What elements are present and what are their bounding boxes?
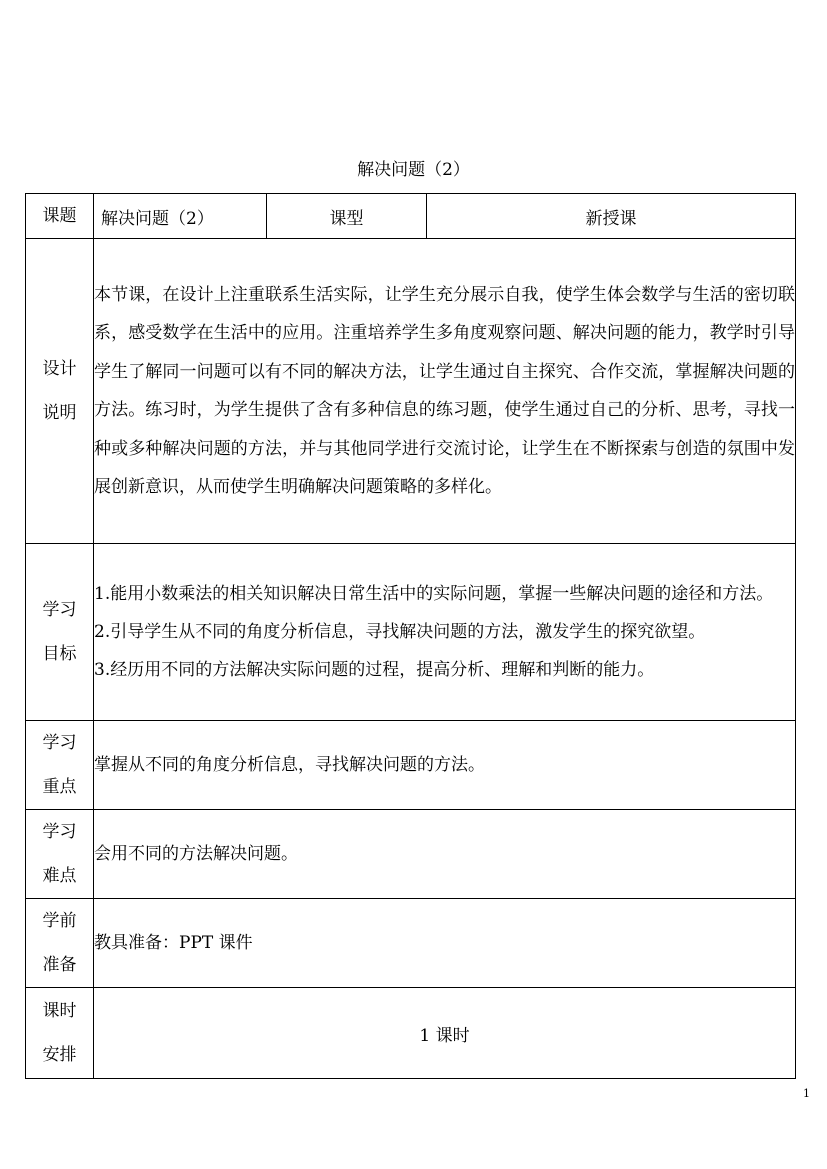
difficulties-label <box>26 810 94 899</box>
design-text: 本节课，在设计上注重联系生活实际，让学生充分展示自我，使学生体会数学与生活的密切联系，感受数学在生活中的应用。注重培养学生多角度观察问题、解决问题的能力，教学时引导学生了解同一问题可以有不同的解决方法，让学生通过自主探究、合作交流，掌握解决问题的方法。练习时，为学生提供了含有多种信息的练习题，使学生通过自己的分析、思考，寻找一种或多种解决问题的方法，并与其他同学进行交流讨论，让学生在不断探索与创造的氛围中发展创新意识，从而使学生明确解决问题策略的多样化。 <box>94 284 795 497</box>
preparation-label-line1: 学前 <box>42 911 77 931</box>
difficulties-text: 会用不同的方法解决问题。 <box>94 810 796 899</box>
schedule-text: 1 课时 <box>94 988 796 1079</box>
design-description <box>94 239 796 544</box>
goals-label-line1: 学习 <box>42 600 77 620</box>
goals-row <box>26 544 796 721</box>
goals-label <box>26 544 94 721</box>
key-points-label-line2: 重点 <box>42 777 77 797</box>
key-points-text: 掌握从不同的角度分析信息，寻找解决问题的方法。 <box>94 721 796 810</box>
schedule-label-line1: 课时 <box>42 1001 77 1021</box>
key-points-row <box>26 721 796 810</box>
design-row <box>26 239 796 544</box>
preparation-text: 教具准备：PPT 课件 <box>94 899 796 988</box>
page-number: 1 <box>803 1087 810 1100</box>
difficulties-row <box>26 810 796 899</box>
design-label <box>26 239 94 544</box>
lesson-plan-table <box>25 193 796 1079</box>
schedule-label-line2: 安排 <box>42 1045 77 1065</box>
schedule-label <box>26 988 94 1079</box>
preparation-row <box>26 899 796 988</box>
difficulties-label-line1: 学习 <box>42 822 77 842</box>
difficulties-label-line2: 难点 <box>42 866 77 886</box>
subject-label: 课题 <box>26 194 94 239</box>
goals-content <box>94 544 796 721</box>
goal-item-3: 3.经历用不同的方法解决实际问题的过程，提高分析、理解和判断的能力。 <box>94 660 655 680</box>
lesson-type-label: 课型 <box>267 194 427 239</box>
schedule-row <box>26 988 796 1079</box>
subject-row <box>26 194 796 239</box>
preparation-label-line2: 准备 <box>42 955 77 975</box>
preparation-label <box>26 899 94 988</box>
goals-label-line2: 目标 <box>42 644 77 664</box>
design-label-line1: 设计 <box>42 359 77 379</box>
key-points-label <box>26 721 94 810</box>
lesson-type-value: 新授课 <box>427 194 796 239</box>
subject-value: 解决问题（2） <box>94 194 267 239</box>
key-points-label-line1: 学习 <box>42 733 77 753</box>
goal-item-2: 2.引导学生从不同的角度分析信息，寻找解决问题的方法，激发学生的探究欲望。 <box>94 622 706 642</box>
document-title: 解决问题（2） <box>357 160 470 180</box>
goal-item-1: 1.能用小数乘法的相关知识解决日常生活中的实际问题，掌握一些解决问题的途径和方法。 <box>94 584 774 604</box>
design-label-line2: 说明 <box>42 403 77 423</box>
